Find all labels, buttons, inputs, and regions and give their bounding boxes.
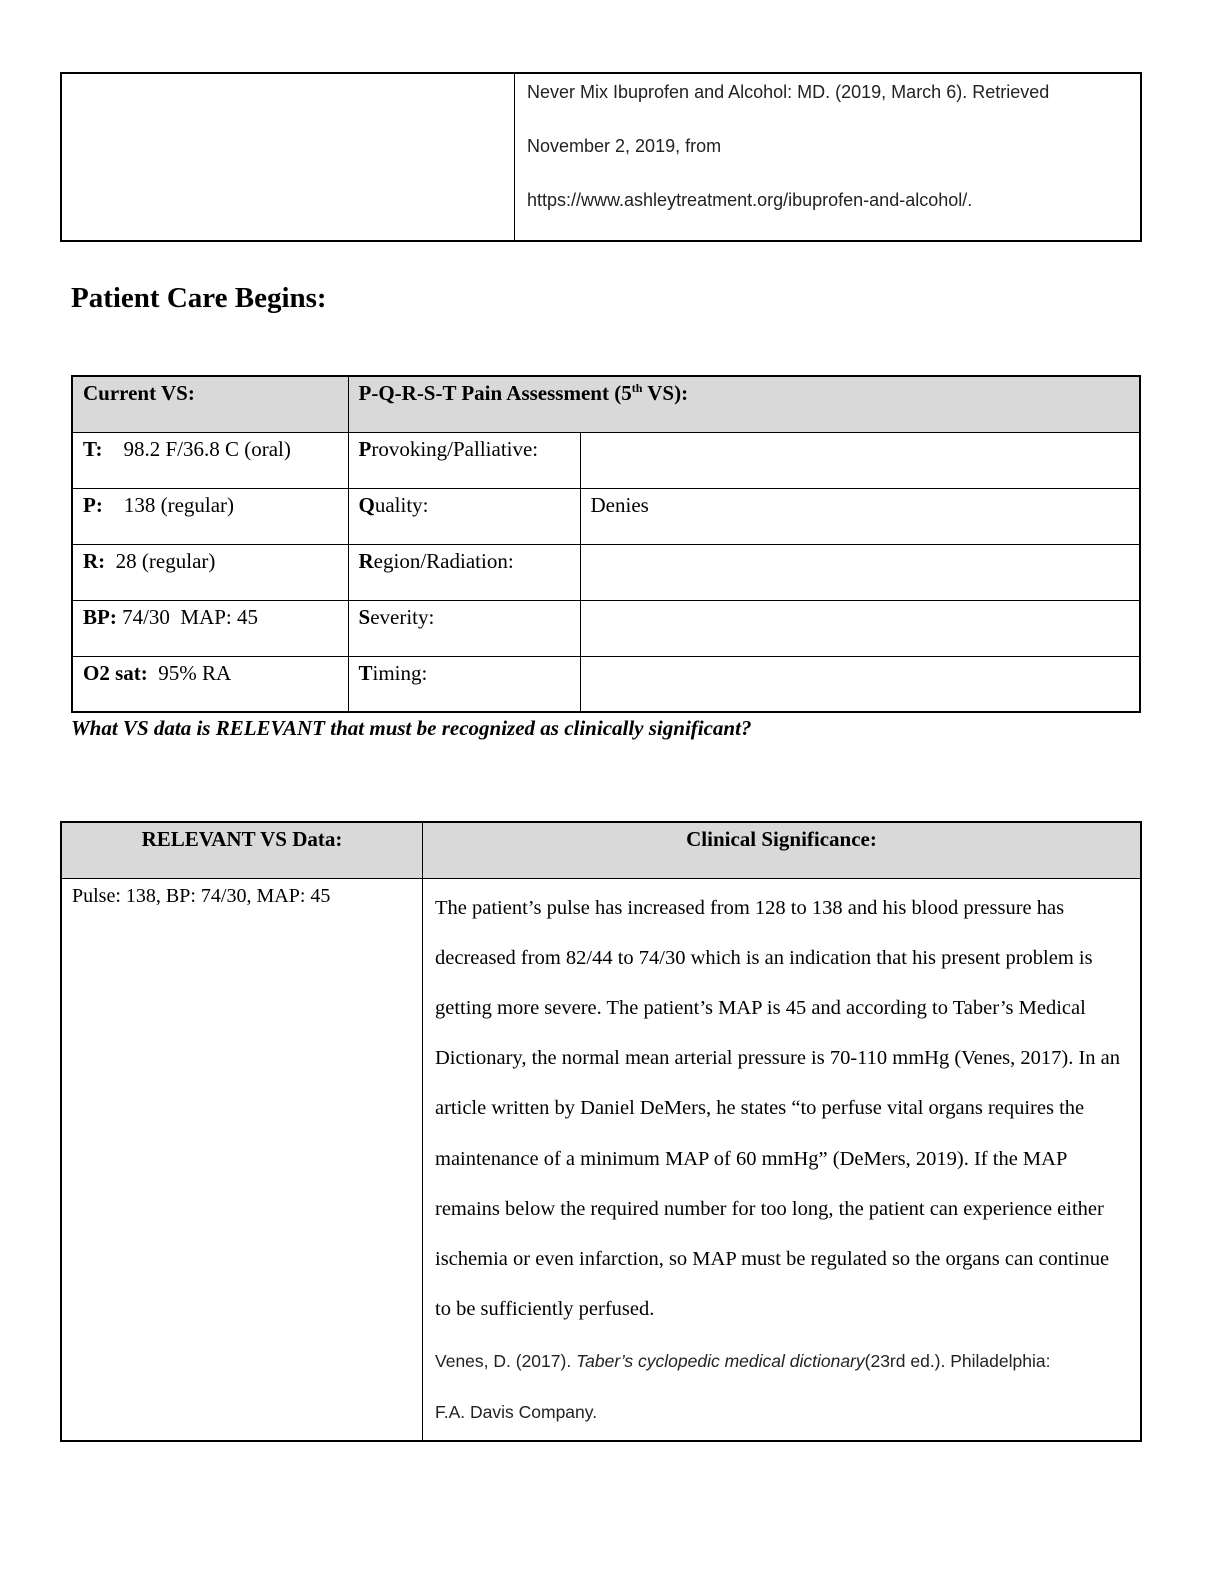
reference-line-1: Never Mix Ibuprofen and Alcohol: MD. (2019, March 6). Retrieved [527,82,1050,102]
clinical-significance-header: Clinical Significance: [423,822,1142,878]
vs-cell: R: 28 (regular) [72,544,348,600]
current-vs-header: Current VS: [72,376,348,432]
vs-row [72,488,1140,544]
reference-line-2: November 2, 2019, from [527,136,722,156]
reference-empty-cell [61,73,515,241]
pain-value-cell [580,432,1140,488]
clinical-significance-text: The patient’s pulse has increased from 128 to 138 and his blood pressure has decreased from 82/44 to 74/30 which is an indication that his present problem is getting more severe. The patient’s MAP is 45 and according to Taber’s Medical Dictionary, the normal mean arterial pressure is 70-110 mmHg (Venes, 2017). In an article written by Daniel DeMers, he states “to perfuse vital organs requires the maintenance of a minimum MAP of 60 mmHg” (DeMers, 2019). If the MAP remains below the required number for too long, the patient can experience either ischemia or even infarction, so MAP must be regulated so the organs can continue to be sufficiently perfused. [435,896,1121,1321]
pain-label-cell: Quality: [348,488,580,544]
vs-cell: P: 138 (regular) [72,488,348,544]
pain-value-cell [580,544,1140,600]
pain-label-cell: Severity: [348,600,580,656]
citation-line-2: F.A. Davis Company. [435,1402,598,1423]
pain-assessment-header: P-Q-R-S-T Pain Assessment (5th VS): [348,376,1140,432]
vs-cell: BP: 74/30 MAP: 45 [72,600,348,656]
pain-value-cell: Denies [580,488,1140,544]
vs-row [72,432,1140,488]
pain-label-cell: Region/Radiation: [348,544,580,600]
clinical-significance-cell [423,878,1142,1441]
pain-value-cell [580,600,1140,656]
vs-question: What VS data is RELEVANT that must be recognized as clinically significant? [71,716,752,740]
vs-row [72,544,1140,600]
pain-label-cell: Timing: [348,656,580,712]
vs-cell: T: 98.2 F/36.8 C (oral) [72,432,348,488]
reference-table [60,72,1142,242]
vs-row [72,656,1140,712]
pain-label-cell: Provoking/Palliative: [348,432,580,488]
vs-row [72,600,1140,656]
vs-cell: O2 sat: 95% RA [72,656,348,712]
reference-line-3: https://www.ashleytreatment.org/ibuprofen-and-alcohol/. [527,190,973,210]
pain-value-cell [580,656,1140,712]
citation-line-1: Venes, D. (2017). Taber’s cyclopedic medical dictionary(23rd ed.). Philadelphia: [435,1351,1051,1372]
relevant-vs-data: Pulse: 138, BP: 74/30, MAP: 45 [61,878,423,1441]
relevant-vs-header: RELEVANT VS Data: [61,822,423,878]
vital-signs-table [71,375,1141,713]
reference-cell [515,73,1142,241]
page-heading: Patient Care Begins: [71,282,327,314]
relevant-vs-table [60,821,1142,1442]
